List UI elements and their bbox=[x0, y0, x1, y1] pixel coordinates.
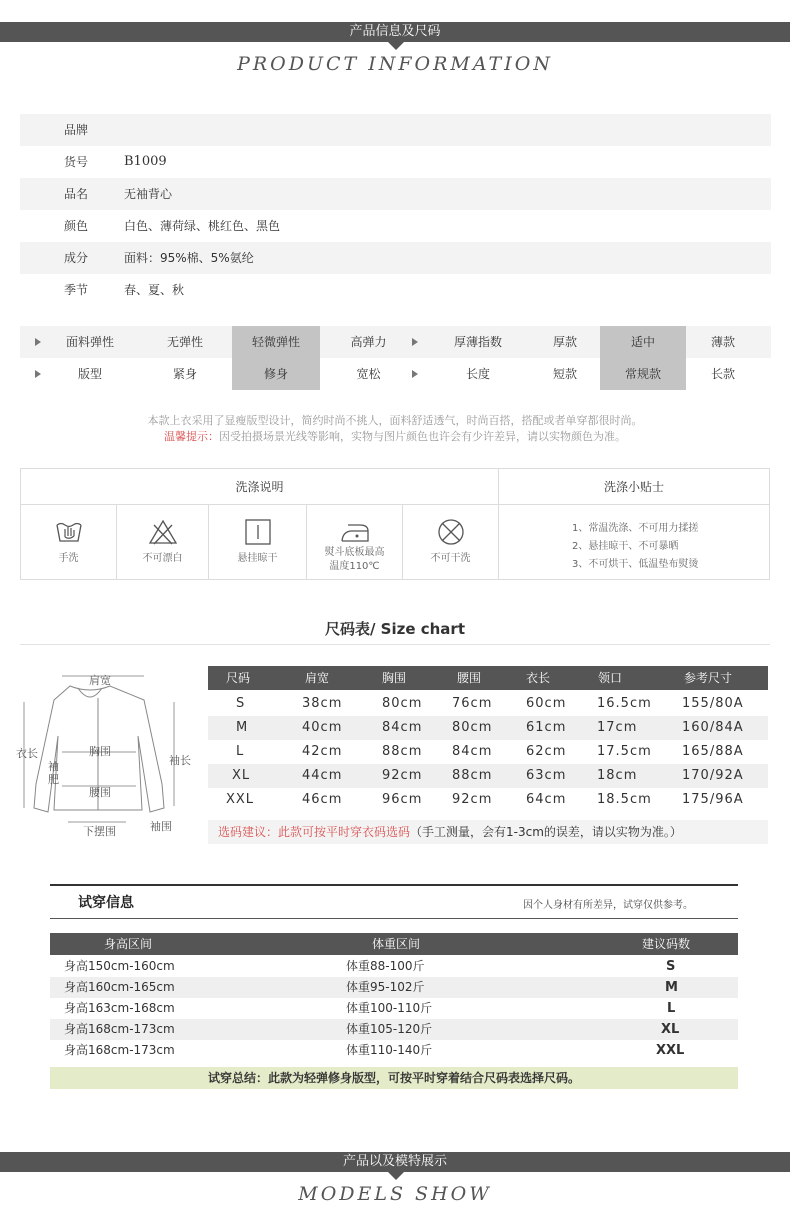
try-cell-weight: 体重88-100斤 bbox=[346, 959, 425, 973]
attr-option: 短款 bbox=[552, 367, 577, 381]
attr-option-selected: 修身 bbox=[232, 358, 320, 390]
size-cell: 16.5cm bbox=[597, 696, 652, 711]
info-key: 品名 bbox=[64, 187, 89, 201]
hang-dry-icon bbox=[243, 517, 273, 547]
size-table-header bbox=[208, 666, 768, 690]
info-value: 春、夏、秋 bbox=[124, 283, 185, 297]
info-row-colors bbox=[20, 210, 771, 242]
try-on-row bbox=[50, 1019, 738, 1040]
wash-title: 洗涤说明 bbox=[21, 469, 499, 505]
divider bbox=[20, 644, 770, 645]
try-on-top-rule bbox=[50, 884, 738, 886]
try-on-row bbox=[50, 1040, 738, 1061]
try-col-header: 体重区间 bbox=[372, 937, 421, 951]
section-subtitle: PRODUCT INFORMATION bbox=[237, 53, 553, 75]
size-advice-note: （手工测量，会有1-3cm的误差，请以实物为准。） bbox=[410, 825, 682, 839]
try-cell-weight: 体重100-110斤 bbox=[346, 1001, 433, 1015]
size-cell: 80cm bbox=[452, 720, 493, 735]
attr-option-selected: 常规款 bbox=[600, 358, 686, 390]
wash-label: 不可漂白 bbox=[142, 553, 183, 564]
try-col-header: 身高区间 bbox=[104, 937, 153, 951]
info-row-brand bbox=[20, 114, 771, 146]
info-value: B1009 bbox=[124, 154, 167, 169]
info-row-sku bbox=[20, 146, 771, 178]
attr-option: 无弹性 bbox=[166, 335, 203, 349]
size-cell: 46cm bbox=[302, 792, 343, 807]
triangle-icon bbox=[412, 338, 418, 346]
attr-row-1 bbox=[20, 326, 771, 358]
diagram-label-chest: 胸围 bbox=[89, 745, 111, 758]
wash-item-iron bbox=[307, 505, 403, 579]
info-key: 成分 bbox=[64, 251, 89, 265]
wash-tip: 3、不可烘干、低温垫布熨烫 bbox=[572, 559, 699, 570]
attr-label-fit: 版型 bbox=[77, 367, 102, 381]
size-cell: 175/96A bbox=[682, 792, 744, 807]
wash-label: 悬挂晾干 bbox=[237, 553, 278, 564]
try-on-row bbox=[50, 956, 738, 977]
size-col-header: 参考尺寸 bbox=[684, 671, 733, 685]
info-row-name bbox=[20, 178, 771, 210]
size-cell: 92cm bbox=[452, 792, 493, 807]
size-cell: 40cm bbox=[302, 720, 343, 735]
size-cell: 18.5cm bbox=[597, 792, 652, 807]
size-chart-title: 尺码表/ Size chart bbox=[324, 620, 466, 638]
try-cell-height: 身高168cm-173cm bbox=[64, 1022, 175, 1036]
try-on-row bbox=[50, 998, 738, 1019]
triangle-icon bbox=[35, 370, 41, 378]
wash-label: 不可干洗 bbox=[430, 553, 471, 564]
attr-option: 高弹力 bbox=[350, 335, 387, 349]
size-advice-highlight: 选码建议：此款可按平时穿衣码选码 bbox=[218, 825, 411, 839]
size-cell: 18cm bbox=[597, 768, 638, 783]
size-cell: 42cm bbox=[302, 744, 343, 759]
try-on-note: 因个人身材有所差异，试穿仅供参考。 bbox=[523, 900, 693, 911]
size-cell: XL bbox=[232, 768, 251, 783]
wash-instructions-box bbox=[20, 468, 770, 580]
product-description: 本款上衣采用了显瘦版型设计，简约时尚不挑人，面料舒适透气，时尚百搭，搭配或者单穿都很时尚。 bbox=[147, 414, 643, 427]
size-col-header: 腰围 bbox=[457, 671, 482, 685]
size-row bbox=[208, 692, 768, 716]
attr-option-selected: 适中 bbox=[600, 326, 686, 358]
size-cell: 84cm bbox=[452, 744, 493, 759]
section-title: 产品信息及尺码 bbox=[349, 24, 441, 39]
try-cell-size: S bbox=[666, 959, 676, 974]
wash-label: 手洗 bbox=[58, 553, 79, 564]
wash-label: 熨斗底板最高 bbox=[324, 547, 385, 558]
size-cell: XXL bbox=[226, 792, 255, 807]
size-cell: 61cm bbox=[526, 720, 567, 735]
size-cell: 38cm bbox=[302, 696, 343, 711]
try-cell-size: XL bbox=[661, 1022, 680, 1037]
info-key: 品牌 bbox=[64, 123, 89, 137]
size-cell: L bbox=[236, 744, 245, 759]
no-bleach-icon bbox=[148, 517, 178, 547]
try-on-title: 试穿信息 bbox=[78, 895, 134, 911]
attr-option-selected: 轻微弹性 bbox=[232, 326, 320, 358]
size-advice bbox=[208, 820, 768, 844]
size-cell: 80cm bbox=[382, 696, 423, 711]
size-cell: S bbox=[236, 696, 246, 711]
attr-option: 长款 bbox=[710, 367, 735, 381]
notice-label: 温馨提示： bbox=[164, 430, 219, 443]
attr-row-2 bbox=[20, 358, 771, 390]
section-arrow bbox=[388, 42, 404, 50]
attr-label-length: 长度 bbox=[465, 367, 490, 381]
size-row bbox=[208, 788, 768, 812]
info-key: 颜色 bbox=[64, 219, 89, 233]
try-on-summary: 试穿总结：此款为轻弹修身版型，可按平时穿着结合尺码表选择尺码。 bbox=[50, 1067, 738, 1089]
diagram-label-hem: 下摆围 bbox=[83, 825, 116, 838]
try-cell-height: 身高160cm-165cm bbox=[64, 980, 175, 994]
diagram-label-waist: 腰围 bbox=[89, 786, 111, 799]
size-cell: 170/92A bbox=[682, 768, 744, 783]
info-row-material bbox=[20, 242, 771, 274]
size-cell: 63cm bbox=[526, 768, 567, 783]
size-cell: 160/84A bbox=[682, 720, 744, 735]
hand-wash-icon bbox=[54, 517, 84, 547]
size-col-header: 领口 bbox=[598, 671, 623, 685]
size-cell: 64cm bbox=[526, 792, 567, 807]
size-cell: 62cm bbox=[526, 744, 567, 759]
try-cell-weight: 体重110-140斤 bbox=[346, 1043, 433, 1057]
size-row bbox=[208, 740, 768, 764]
attr-option: 薄款 bbox=[710, 335, 735, 349]
size-cell: M bbox=[236, 720, 249, 735]
size-row bbox=[208, 764, 768, 788]
info-row-season bbox=[20, 274, 771, 306]
try-cell-height: 身高150cm-160cm bbox=[64, 959, 175, 973]
try-cell-size: XXL bbox=[656, 1043, 685, 1058]
notice-text: 因受拍摄场景光线等影响，实物与图片颜色也许会有少许差异，请以实物颜色为准。 bbox=[219, 430, 626, 443]
wash-tip: 2、悬挂晾干、不可暴晒 bbox=[572, 541, 679, 552]
no-dry-clean-icon bbox=[436, 517, 466, 547]
size-col-header: 胸围 bbox=[382, 671, 407, 685]
size-cell: 96cm bbox=[382, 792, 423, 807]
size-cell: 92cm bbox=[382, 768, 423, 783]
attr-label-thickness: 厚薄指数 bbox=[453, 335, 502, 349]
size-cell: 165/88A bbox=[682, 744, 744, 759]
info-key: 货号 bbox=[64, 155, 89, 169]
size-cell: 155/80A bbox=[682, 696, 744, 711]
try-cell-size: L bbox=[667, 1001, 676, 1016]
wash-item-hand-wash bbox=[21, 505, 117, 579]
info-value: 面料：95%棉、5%氨纶 bbox=[124, 251, 254, 265]
try-cell-weight: 体重95-102斤 bbox=[346, 980, 425, 994]
size-cell: 60cm bbox=[526, 696, 567, 711]
color-notice bbox=[0, 428, 790, 444]
size-cell: 88cm bbox=[382, 744, 423, 759]
info-value: 白色、薄荷绿、桃红色、黑色 bbox=[124, 219, 281, 233]
size-col-header: 尺码 bbox=[226, 671, 251, 685]
triangle-icon bbox=[35, 338, 41, 346]
try-on-rule bbox=[50, 918, 738, 919]
size-row bbox=[208, 716, 768, 740]
diagram-label-sleeve-width-1: 袖 bbox=[48, 760, 59, 773]
wash-item-hang-dry bbox=[209, 505, 307, 579]
triangle-icon bbox=[412, 370, 418, 378]
size-cell: 17cm bbox=[597, 720, 638, 735]
attr-option: 紧身 bbox=[172, 367, 197, 381]
try-cell-size: M bbox=[665, 980, 678, 995]
size-cell: 88cm bbox=[452, 768, 493, 783]
wash-item-no-dry-clean bbox=[403, 505, 499, 579]
section-arrow bbox=[388, 1172, 404, 1180]
info-value: 无袖背心 bbox=[124, 187, 173, 201]
diagram-label-sleeve-width-2: 肥 bbox=[48, 773, 59, 786]
size-cell: 44cm bbox=[302, 768, 343, 783]
diagram-label-length: 衣长 bbox=[16, 747, 38, 760]
attr-option: 宽松 bbox=[356, 367, 381, 381]
info-key: 季节 bbox=[64, 283, 89, 297]
diagram-label-sleeve: 袖长 bbox=[169, 754, 191, 767]
iron-icon bbox=[340, 517, 370, 547]
size-cell: 76cm bbox=[452, 696, 493, 711]
attr-label-elasticity: 面料弹性 bbox=[65, 335, 114, 349]
size-cell: 84cm bbox=[382, 720, 423, 735]
wash-item-no-bleach bbox=[117, 505, 209, 579]
size-col-header: 肩宽 bbox=[305, 671, 330, 685]
try-cell-height: 身高163cm-168cm bbox=[64, 1001, 175, 1015]
diagram-label-shoulder: 肩宽 bbox=[89, 674, 111, 687]
try-on-row bbox=[50, 977, 738, 998]
wash-label-line2: 温度110℃ bbox=[329, 561, 380, 572]
diagram-label-cuff: 袖围 bbox=[150, 820, 172, 833]
section-subtitle: MODELS SHOW bbox=[298, 1183, 492, 1205]
try-on-table-header bbox=[50, 933, 738, 955]
try-cell-height: 身高168cm-173cm bbox=[64, 1043, 175, 1057]
section-title: 产品以及模特展示 bbox=[342, 1154, 447, 1169]
wash-tips-title: 洗涤小贴士 bbox=[499, 469, 769, 505]
try-cell-weight: 体重105-120斤 bbox=[346, 1022, 433, 1036]
size-col-header: 衣长 bbox=[526, 671, 551, 685]
size-cell: 17.5cm bbox=[597, 744, 652, 759]
wash-tip: 1、常温洗涤、不可用力揉搓 bbox=[572, 523, 699, 534]
try-col-header: 建议码数 bbox=[642, 937, 691, 951]
attr-option: 厚款 bbox=[552, 335, 577, 349]
